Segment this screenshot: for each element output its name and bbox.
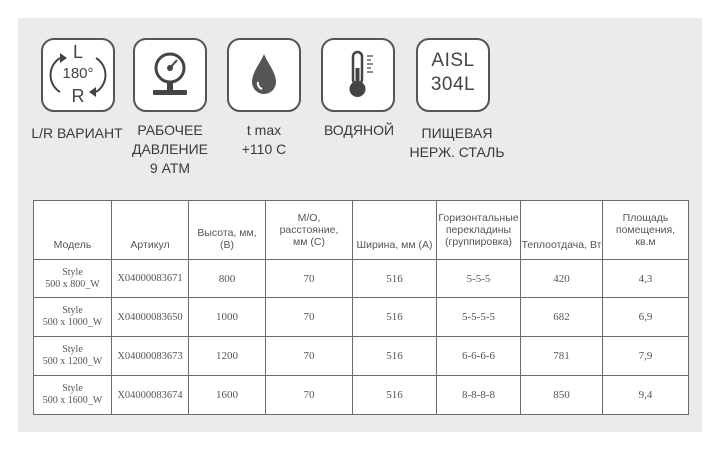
header-width: Ширина, мм (А) [353,201,437,260]
aisl-line2: 304L [430,74,476,95]
cell-model: Style 500 x 1600_W [34,376,112,415]
thermometer-icon [321,38,395,112]
header-mo: М/О, расстояние, мм (С) [266,201,353,260]
cell-model: Style 500 x 800_W [34,260,112,298]
cell-model: Style 500 x 1000_W [34,298,112,337]
caption-pressure: РАБОЧЕЕ ДАВЛЕНИЕ 9 АТМ [131,122,209,176]
cell-area: 7,9 [603,337,689,376]
lr-variant-icon [41,38,115,112]
caption-water: ВОДЯНОЙ [323,122,395,138]
cell-sku: X04000083650 [112,298,189,337]
cell-height: 800 [189,260,266,298]
cell-width: 516 [353,337,437,376]
cell-area: 9,4 [603,376,689,415]
cell-height: 1200 [189,337,266,376]
cell-area: 6,9 [603,298,689,337]
cell-bars: 6-6-6-6 [437,337,521,376]
cell-heat: 850 [521,376,603,415]
table-row [34,298,689,337]
cell-model: Style 500 x 1200_W [34,337,112,376]
pressure-gauge-icon [133,38,207,112]
lr-top-letter: L [72,42,83,62]
cell-mo: 70 [266,260,353,298]
cell-mo: 70 [266,376,353,415]
table-header-row [34,201,689,260]
table-row [34,376,689,415]
cell-sku: X04000083674 [112,376,189,415]
header-bars: Горизонтальные перекладины (группировка) [437,201,521,260]
caption-tmax: t max +110 C [241,122,287,157]
cell-area: 4,3 [603,260,689,298]
caption-lr-variant: L/R ВАРИАНТ [31,125,123,141]
cell-width: 516 [353,298,437,337]
aisl-line1: AISL [431,50,475,71]
spec-table [33,200,689,415]
water-drop-icon [227,38,301,112]
cell-sku: X04000083671 [112,260,189,298]
header-height: Высота, мм, (В) [189,201,266,260]
aisl-steel-icon [416,38,490,112]
cell-mo: 70 [266,298,353,337]
header-model: Модель [34,201,112,260]
cell-bars: 5-5-5-5 [437,298,521,337]
header-area: Площадь помещения, кв.м [603,201,689,260]
header-sku: Артикул [112,201,189,260]
cell-mo: 70 [266,337,353,376]
cell-heat: 420 [521,260,603,298]
header-heat: Теплоотдача, Вт [521,201,603,260]
cell-height: 1000 [189,298,266,337]
caption-steel: ПИЩЕВАЯ НЕРЖ. СТАЛЬ [409,125,505,160]
cell-sku: X04000083673 [112,337,189,376]
lr-angle: 180° [62,65,94,82]
table-row [34,337,689,376]
table-row [34,260,689,298]
cell-width: 516 [353,376,437,415]
cell-height: 1600 [189,376,266,415]
cell-heat: 781 [521,337,603,376]
lr-bottom-letter: R [71,86,85,106]
cell-width: 516 [353,260,437,298]
cell-bars: 5-5-5 [437,260,521,298]
cell-bars: 8-8-8-8 [437,376,521,415]
cell-heat: 682 [521,298,603,337]
